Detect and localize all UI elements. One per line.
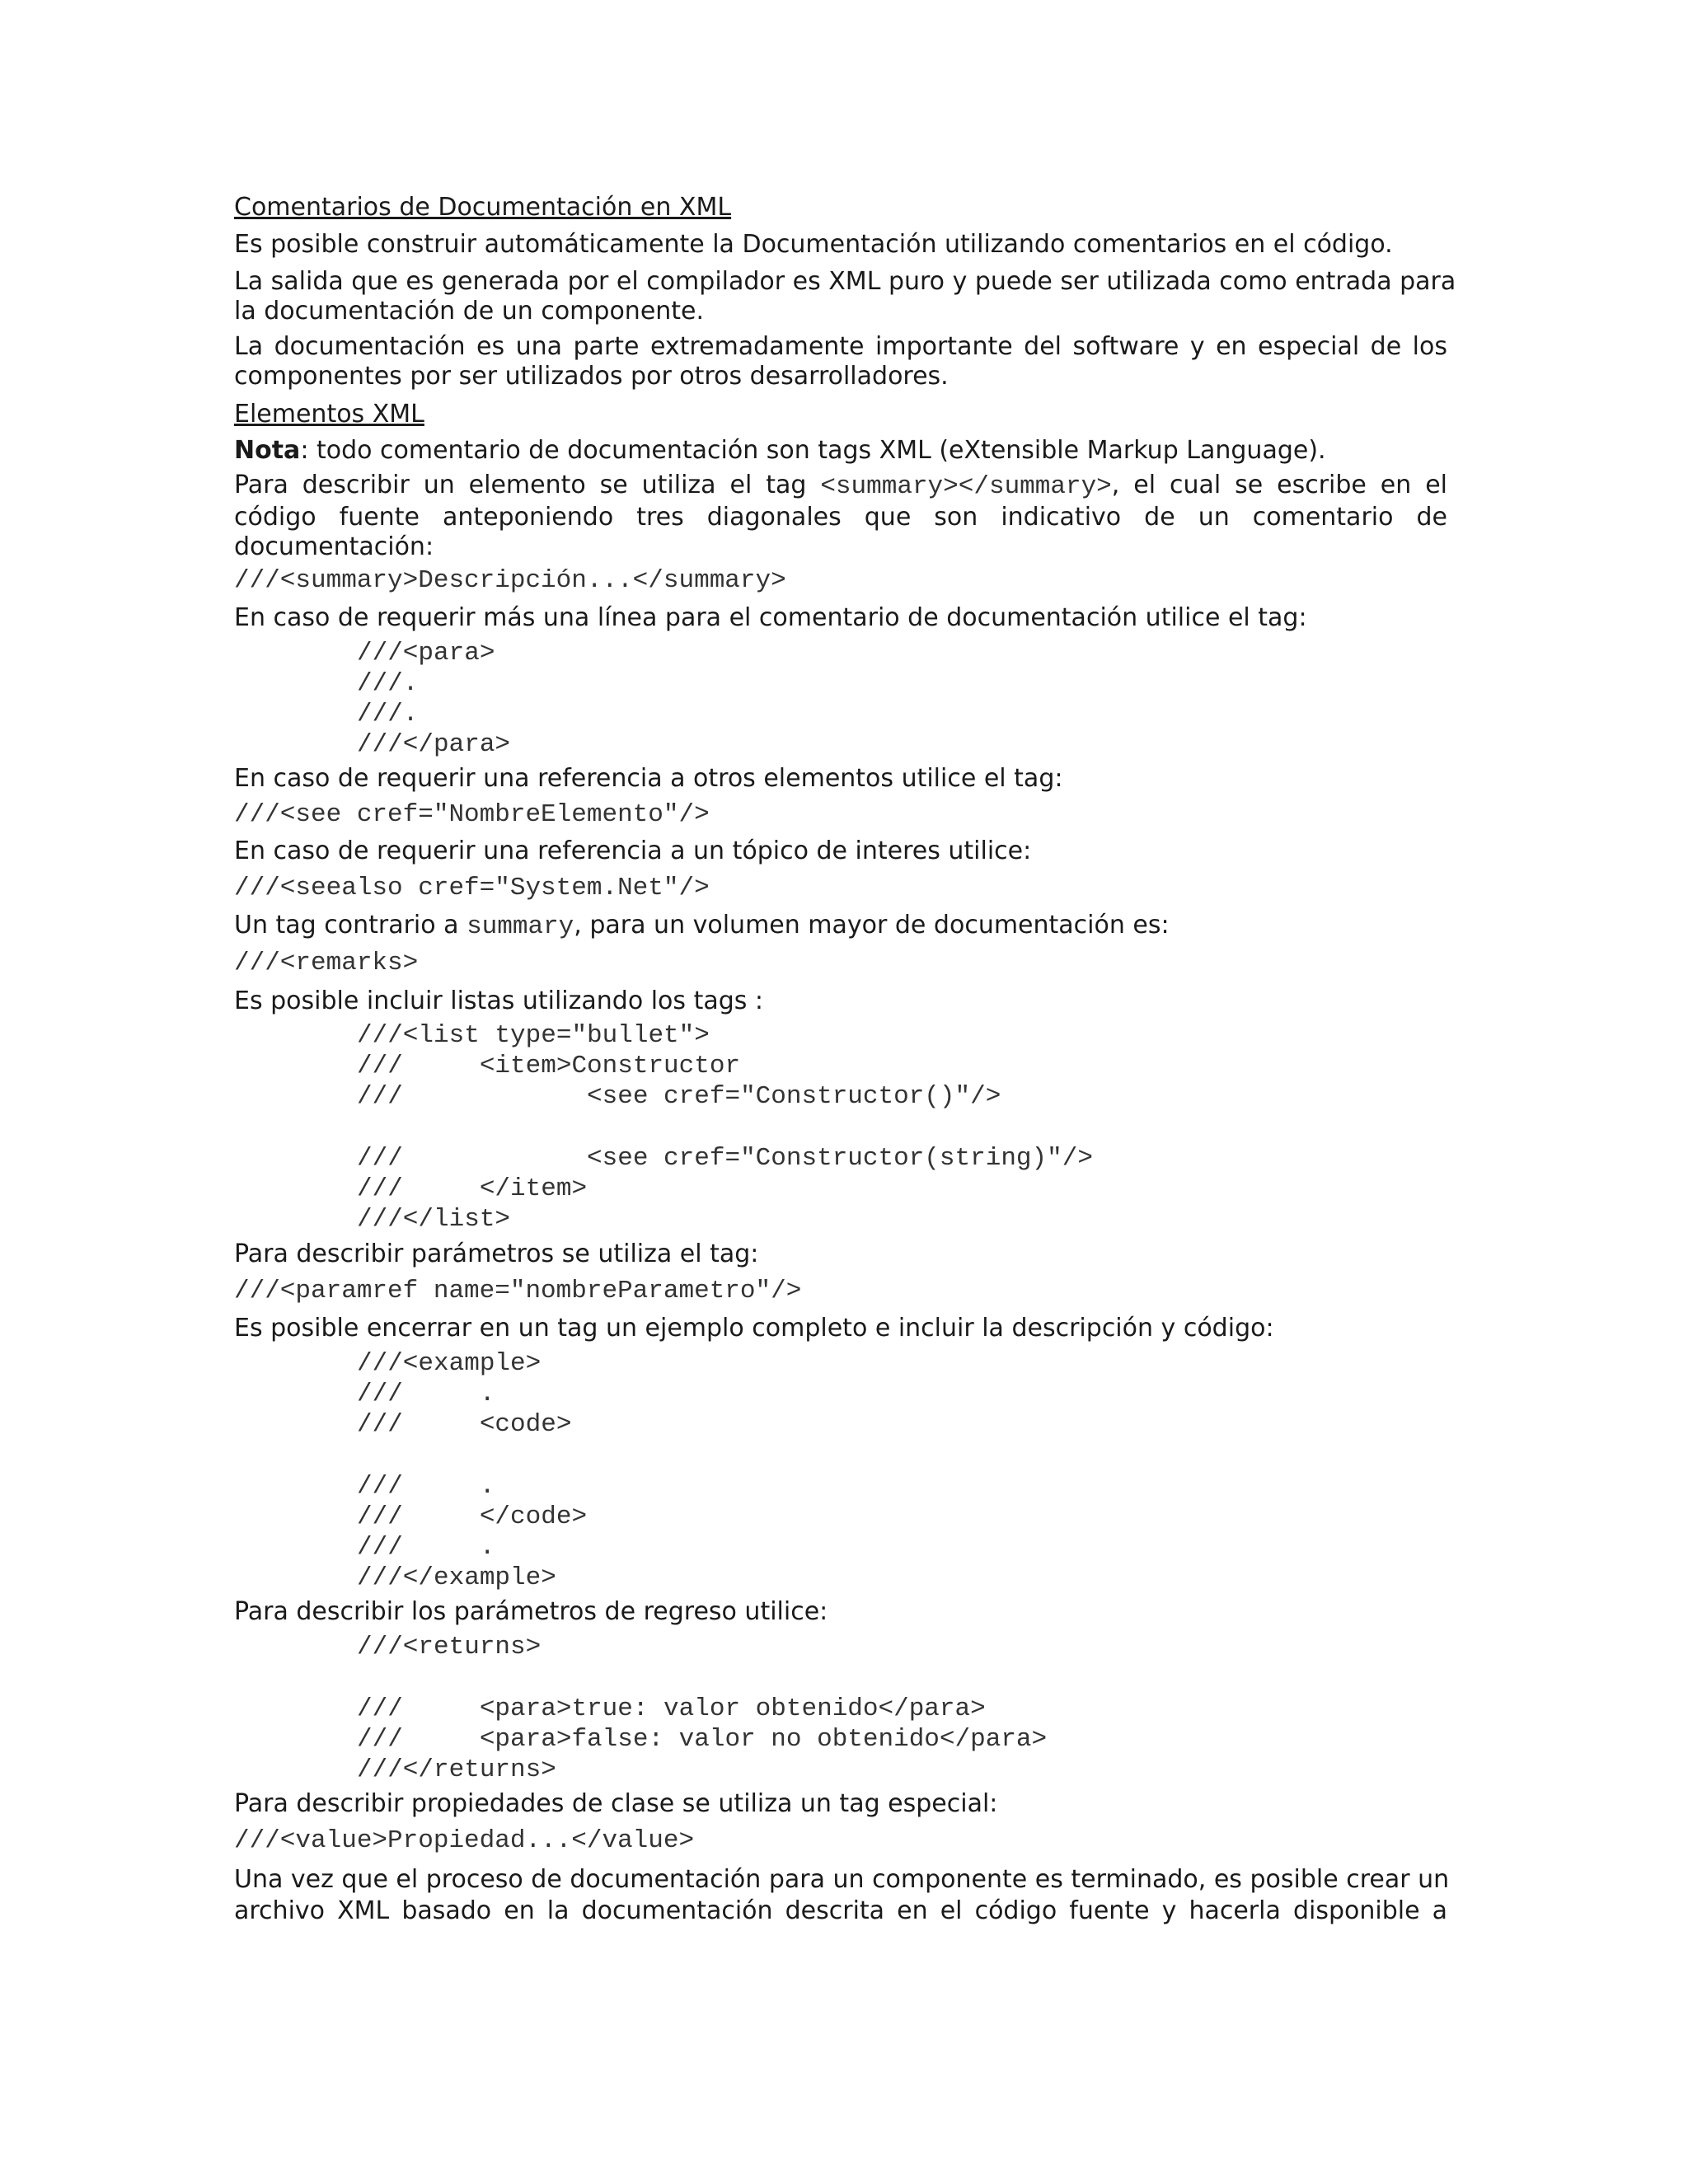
note-text: : todo comentario de documentación son tags XML (eXtensible Markup Language). [300,436,1326,465]
paragraph-line: archivo XML basado en la documentación descrita en el código fuente y hacerla disponible a [234,1896,1447,1925]
code-line: /// <para>true: valor obtenido</para> [357,1694,986,1723]
text-run: , para un volumen mayor de documentación es: [574,911,1170,940]
code-line: /// . [357,1472,495,1501]
paragraph-line: código fuente anteponiendo tres diagonales que son indicativo de un comentario de [234,503,1447,532]
code-line: /// <code> [357,1410,572,1439]
paragraph-line: La documentación es una parte extremadamente importante del software y en especial de los [234,332,1447,361]
code-line: ///<see cref="NombreElemento"/> [234,800,710,829]
code-line: /// . [357,1533,495,1562]
code-line: ///<summary>Descripción...</summary> [234,566,786,595]
paragraph: Para describir propiedades de clase se utiliza un tag especial: [234,1789,998,1818]
code-line: ///</returns> [357,1755,556,1784]
inline-code: <summary></summary> [820,472,1112,501]
paragraph: Es posible construir automáticamente la Documentación utilizando comentarios en el código. [234,230,1393,259]
note-paragraph [234,435,1326,466]
paragraph-line: Una vez que el proceso de documentación para un componente es terminado, es posible crear un [234,1865,1450,1894]
code-line: ///<returns> [357,1633,542,1661]
code-line: ///</para> [357,730,511,759]
paragraph-line: componentes por ser utilizados por otros desarrolladores. [234,362,949,391]
code-line: ///<seealso cref="System.Net"/> [234,874,710,902]
code-line: ///. [357,669,419,698]
paragraph-line: La salida que es generada por el compilador es XML puro y puede ser utilizada como entrada para [234,267,1456,296]
code-line: /// </code> [357,1502,588,1531]
paragraph-line [234,470,1447,503]
section-heading: Elementos XML [234,400,424,429]
code-line: /// <see cref="Constructor()"/> [357,1082,1001,1111]
note-label: Nota [234,436,301,465]
paragraph: Es posible encerrar en un tag un ejemplo completo e incluir la descripción y código: [234,1314,1274,1343]
paragraph [234,910,1170,943]
code-line: ///<para> [357,639,495,668]
code-line: ///. [357,700,419,729]
code-line: ///<example> [357,1349,542,1378]
code-line: /// <see cref="Constructor(string)"/> [357,1144,1093,1173]
paragraph: En caso de requerir más una línea para el comentario de documentación utilice el tag: [234,603,1307,632]
code-line: ///</example> [357,1563,556,1592]
text-run: Un tag contrario a [234,911,467,940]
code-line: /// . [357,1380,495,1408]
inline-code: summary [467,912,574,941]
text-run: , el cual se escribe en el [1111,471,1447,499]
paragraph: Para describir los parámetros de regreso utilice: [234,1597,828,1626]
code-line: /// <para>false: valor no obtenido</para> [357,1725,1048,1754]
code-line: /// <item>Constructor [357,1052,741,1080]
code-line: ///<value>Propiedad...</value> [234,1826,695,1855]
paragraph-line: documentación: [234,532,434,561]
text-run: Para describir un elemento se utiliza el tag [234,471,821,499]
paragraph: En caso de requerir una referencia a un tópico de interes utilice: [234,837,1032,865]
paragraph: En caso de requerir una referencia a otros elementos utilice el tag: [234,764,1063,793]
paragraph-line: la documentación de un componente. [234,297,705,326]
code-line: /// </item> [357,1174,588,1203]
code-line: ///</list> [357,1205,511,1234]
code-line: ///<list type="bullet"> [357,1021,710,1050]
code-line: ///<remarks> [234,949,419,977]
section-heading: Comentarios de Documentación en XML [234,193,732,222]
paragraph: Es posible incluir listas utilizando los tags : [234,987,764,1015]
paragraph: Para describir parámetros se utiliza el tag: [234,1240,759,1268]
code-line: ///<paramref name="nombreParametro"/> [234,1277,802,1305]
